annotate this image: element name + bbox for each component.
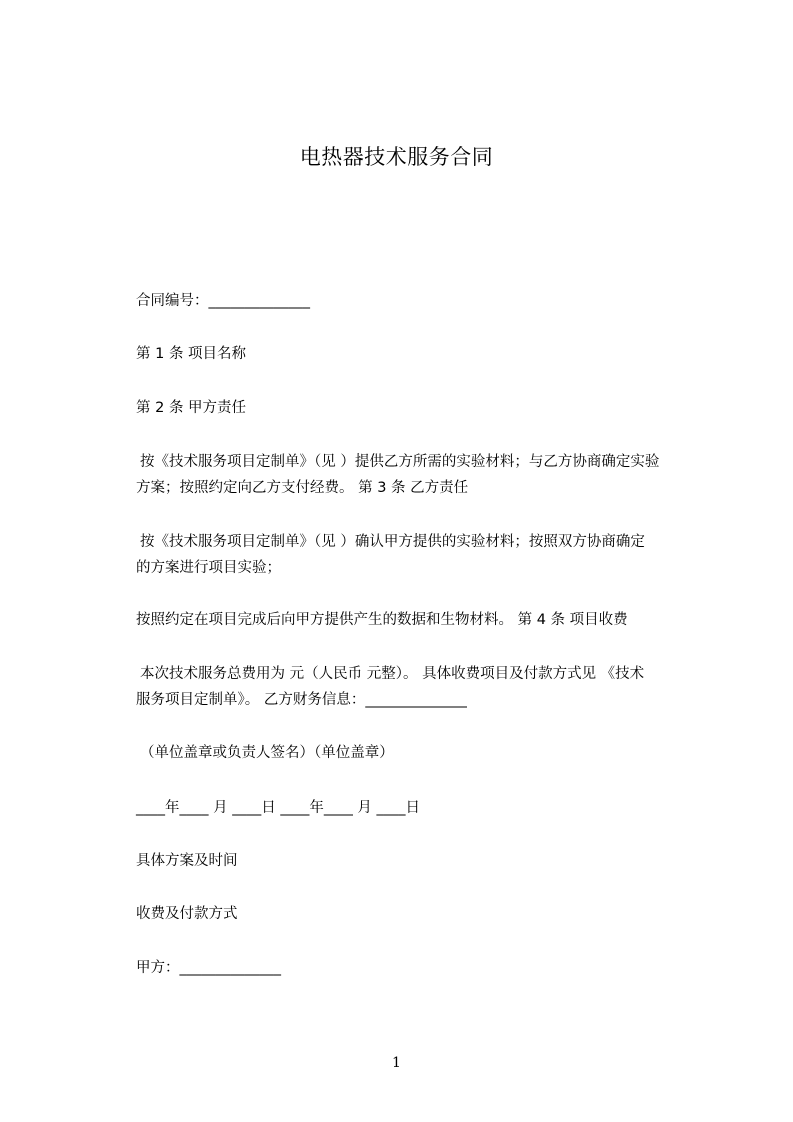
article-2-heading: 第 2 条 甲方责任: [136, 400, 247, 416]
party-a-line: 甲方：______________: [136, 960, 281, 976]
article-3-paragraph-line-2: 的方案进行项目实验；: [136, 560, 281, 576]
article-1-heading: 第 1 条 项目名称: [136, 346, 247, 362]
plan-and-time-heading: 具体方案及时间: [136, 853, 238, 869]
contract-number-line: 合同编号：______________: [136, 293, 310, 309]
date-line: ____年____ 月 ____日 ____年____ 月 ____日: [136, 800, 421, 816]
article-2-paragraph-line-2: 方案；按照约定向乙方支付经费。 第 3 条 乙方责任: [136, 480, 469, 496]
article-3-paragraph-line-3: 按照约定在项目完成后向甲方提供产生的数据和生物材料。 第 4 条 项目收费: [136, 612, 628, 628]
signature-line: （单位盖章或负责人签名）（单位盖章）: [140, 745, 394, 761]
payment-method-heading: 收费及付款方式: [136, 906, 238, 922]
article-4-paragraph-line-2: 服务项目定制单》。 乙方财务信息：______________: [136, 692, 467, 708]
article-4-paragraph-line-1: 本次技术服务总费用为 元（人民币 元整）。 具体收费项目及付款方式见 《技术: [140, 666, 645, 682]
article-2-paragraph-line-1: 按《技术服务项目定制单》（见 ）提供乙方所需的实验材料；与乙方协商确定实验: [140, 454, 660, 470]
page-number: 1: [392, 1055, 401, 1071]
article-3-paragraph-line-1: 按《技术服务项目定制单》（见 ）确认甲方提供的实验材料；按照双方协商确定: [140, 534, 645, 550]
document-title: 电热器技术服务合同: [299, 145, 494, 169]
